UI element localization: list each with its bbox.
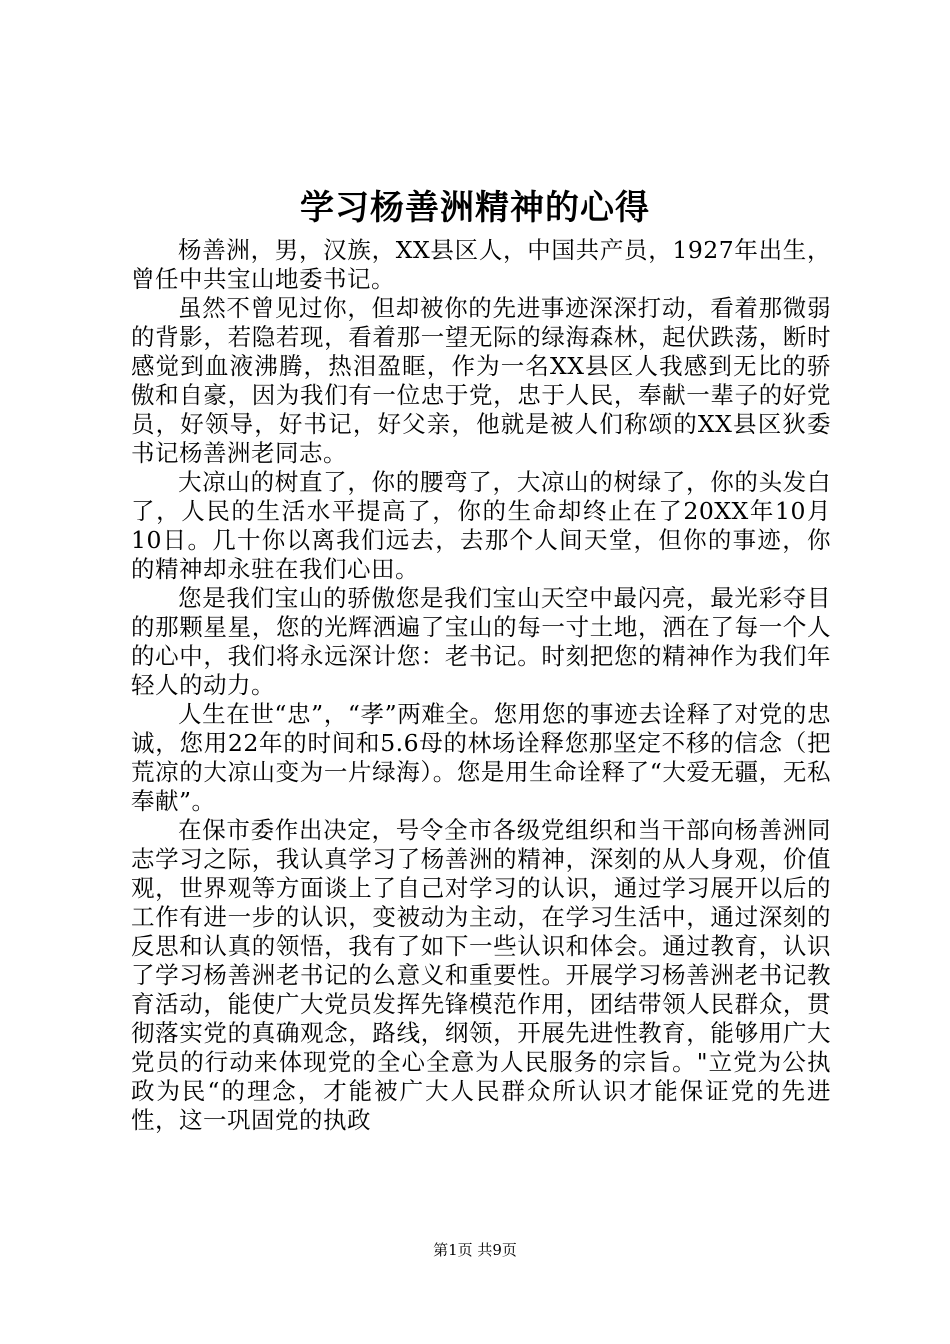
page-footer [0, 1240, 950, 1260]
document-body [131, 236, 831, 1135]
paragraph-6: 在保市委作出决定，号令全市各级党组织和当干部向杨善洲同志学习之际，我认真学习了杨善洲的精神，深刻的从人身观，价值观，世界观等方面谈上了自己对学习的认识，通过学习展开以后的工作有进一步的认识，变被动为主动，在学习生活中，通过深刻的反思和认真的领悟，我有了如下一些认识和体会。通过教育，认识了学习杨善洲老书记的么意义和重要性。开展学习杨善洲老书记教育活动，能使广大党员发挥先锋模范作用，团结带领人民群众，贯彻落实党的真确观念，路线，纲领，开展先进性教育，能够用广大党员的行动来体现党的全心全意为人民服务的宗旨。"立党为公执政为民“的理念，才能被广大人民群众所认识才能保证党的先进性，这一巩固党的执政 [131, 816, 831, 1134]
paragraph-1: 杨善洲，男，汉族，XX县区人，中国共产员，1927年出生，曾任中共宝山地委书记。 [131, 236, 831, 293]
page-indicator: 第1页 共9页 [433, 1241, 517, 1259]
paragraph-4: 您是我们宝山的骄傲您是我们宝山天空中最闪亮，最光彩夺目的那颗星星，您的光辉洒遍了宝山的每一寸土地，洒在了每一个人的心中，我们将永远深计您：老书记。时刻把您的精神作为我们年轻人的动力。 [131, 584, 831, 699]
paragraph-3: 大凉山的树直了，你的腰弯了，大凉山的树绿了，你的头发白了，人民的生活水平提高了，你的生命却终止在了20XX年10月10日。几十你以离我们远去，去那个人间天堂，但你的事迹，你的精神却永驻在我们心田。 [131, 468, 831, 583]
document-title: 学习杨善洲精神的心得 [300, 188, 650, 228]
paragraph-5: 人生在世“忠”，“孝”两难全。您用您的事迹去诠释了对党的忠诚，您用22年的时间和5.6母的林场诠释您那坚定不移的信念（把荒凉的大凉山变为一片绿海）。您是用生命诠释了“大爱无疆，无私奉献”。 [131, 700, 831, 815]
paragraph-2: 虽然不曾见过你，但却被你的先进事迹深深打动，看着那微弱的背影，若隐若现，看着那一望无际的绿海森林，起伏跌荡，断时感觉到血液沸腾，热泪盈眶，作为一名XX县区人我感到无比的骄傲和自豪，因为我们有一位忠于党，忠于人民，奉献一辈子的好党员，好领导，好书记，好父亲，他就是被人们称颂的XX县区狄委书记杨善洲老同志。 [131, 294, 831, 467]
